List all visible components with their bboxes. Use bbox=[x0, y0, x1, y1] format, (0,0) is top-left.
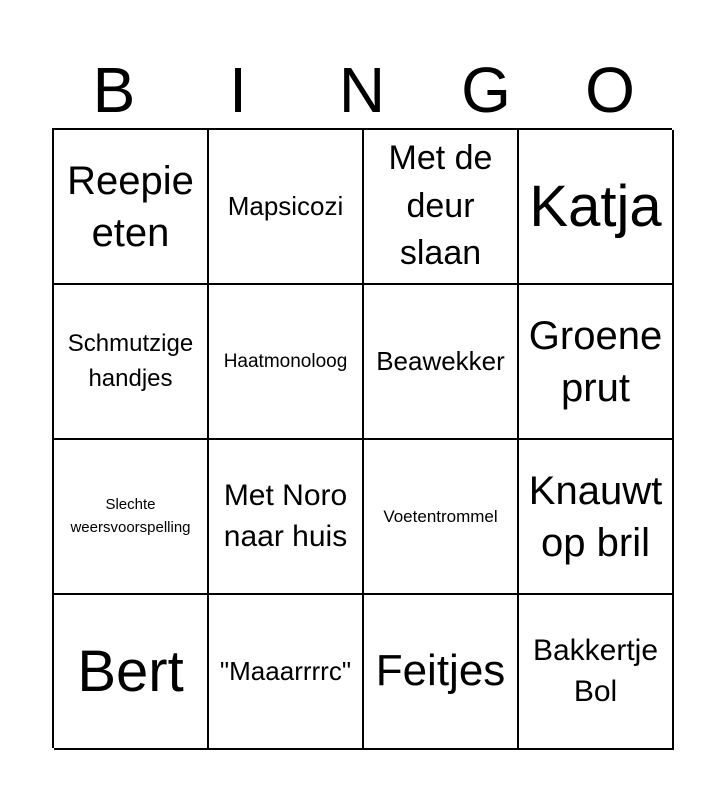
bingo-cell[interactable]: Groene prut bbox=[519, 285, 674, 440]
bingo-cell[interactable]: Mapsicozi bbox=[209, 130, 364, 285]
bingo-cell[interactable]: "Maaarrrrc" bbox=[209, 595, 364, 750]
bingo-cell[interactable]: Slechte weersvoorspelling bbox=[54, 440, 209, 595]
bingo-header bbox=[52, 52, 672, 128]
header-letter-b: B bbox=[92, 54, 136, 126]
bingo-cell[interactable]: Voetentrommel bbox=[364, 440, 519, 595]
bingo-cell[interactable]: Katja bbox=[519, 130, 674, 285]
header-letter-o: O bbox=[585, 54, 635, 126]
bingo-cell[interactable]: Haatmonoloog bbox=[209, 285, 364, 440]
bingo-cell[interactable]: Knauwt op bril bbox=[519, 440, 674, 595]
bingo-cell[interactable]: Met de deur slaan bbox=[364, 130, 519, 285]
bingo-cell[interactable]: Schmutzige handjes bbox=[54, 285, 209, 440]
bingo-cell[interactable]: Beawekker bbox=[364, 285, 519, 440]
header-letter-n: N bbox=[338, 54, 386, 126]
bingo-cell[interactable]: Reepie eten bbox=[54, 130, 209, 285]
bingo-cell[interactable]: Met Noro naar huis bbox=[209, 440, 364, 595]
bingo-board bbox=[52, 128, 672, 748]
bingo-cell[interactable]: Feitjes bbox=[364, 595, 519, 750]
bingo-cell[interactable]: Bakkertje Bol bbox=[519, 595, 674, 750]
header-letter-i: I bbox=[229, 54, 247, 126]
bingo-cell[interactable]: Bert bbox=[54, 595, 209, 750]
header-letter-g: G bbox=[461, 54, 511, 126]
